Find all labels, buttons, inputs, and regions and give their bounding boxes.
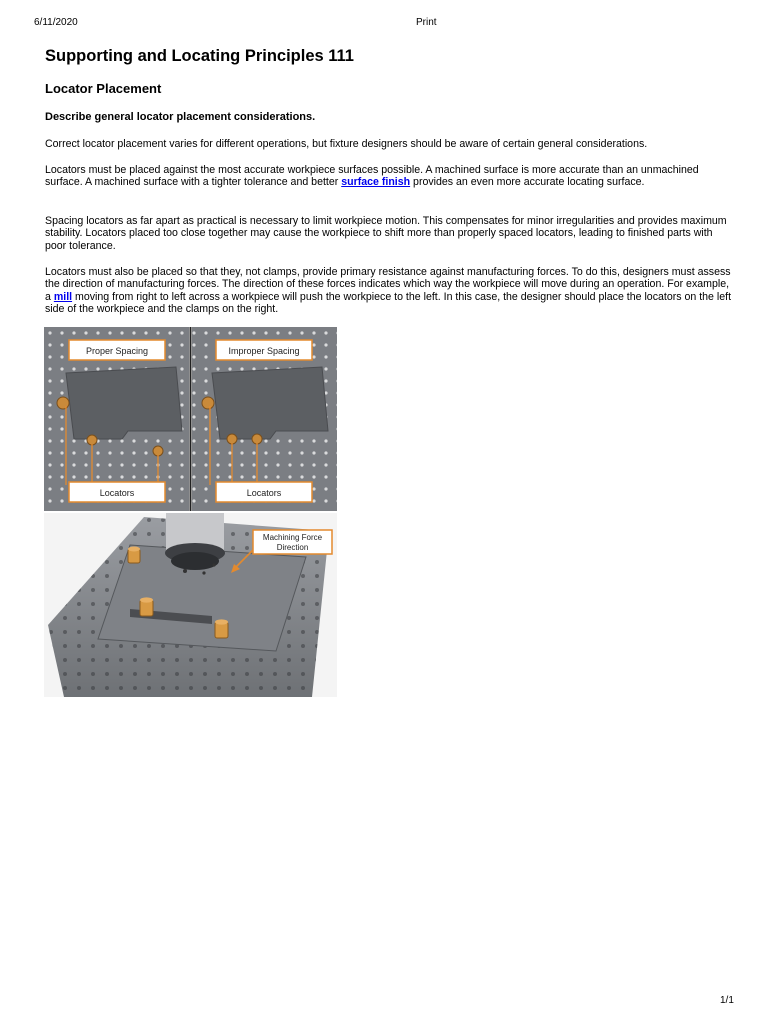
locator-bottom-a [227,434,237,444]
proper-spacing-panel [44,327,189,511]
locator-bottom-right [215,619,228,638]
locator-left [202,397,214,409]
mill-link[interactable]: mill [53,290,73,303]
locator-bottom-b [153,446,163,456]
section-heading: Locator Placement [45,81,162,96]
paragraph-spacing-text: Spacing locators as far apart as practical is necessary to limit workpiece motion. This compensates for minor irregularities and provides maximum stability. Locators placed too close together may cause the workpiece to shift more than properly spaced locators, leading to finished parts with poor tolerance. [45,215,727,252]
locator-left [57,397,69,409]
paragraph-surfaces-text-a: Locators must be placed against the most accurate workpiece surfaces possible. A machined surface is more accurate than an unmachined surface. A machined surface with a tighter tolerance and better [45,164,699,189]
print-header-label: Print [416,17,437,28]
improper-spacing-panel [192,327,337,511]
page-title: Supporting and Locating Principles 111 [45,47,354,65]
locator-bottom-b [252,434,262,444]
paragraph-surfaces [45,164,731,189]
improper-spacing-label: Improper Spacing [228,346,300,356]
locator-bottom-left [140,597,153,616]
locator-bottom-a [87,435,97,445]
paragraph-forces [45,266,731,316]
paragraph-forces-text-a: Locators must also be placed so that they, not clamps, provide primary resistance against manufacturing forces. To do this, designers must assess the direction of manufacturing forces. The direction of these forces indicates which way the workpiece will move during an operation. For example, a [45,266,731,303]
locators-label-left: Locators [99,488,135,498]
paragraph-forces-text-b: moving from right to left across a workpiece will push the workpiece to the left. In this case, the designer should place the locators on the left side of the workpiece and the clamps on the right. [45,290,732,316]
paragraph-surfaces-text-b: provides an even more accurate locating surface. [410,176,645,189]
locator-top [128,547,140,564]
machining-force-label-line2: Direction [276,543,309,552]
print-date: 6/11/2020 [34,17,78,28]
paragraph-intro-text: Correct locator placement varies for different operations, but fixture designers should be aware of certain general considerations. [45,138,648,150]
page-number: 1/1 [720,995,734,1006]
paragraph-intro [45,138,731,150]
machining-force-label-line1: Machining Force [262,533,323,542]
locators-label-right: Locators [246,488,282,498]
machining-force-figure [44,513,337,697]
surface-finish-link[interactable]: surface finish [341,176,411,189]
learning-objective: Describe general locator placement considerations. [45,111,316,123]
paragraph-spacing [45,215,731,252]
locator-spacing-figure [44,327,337,511]
proper-spacing-label: Proper Spacing [85,346,149,356]
